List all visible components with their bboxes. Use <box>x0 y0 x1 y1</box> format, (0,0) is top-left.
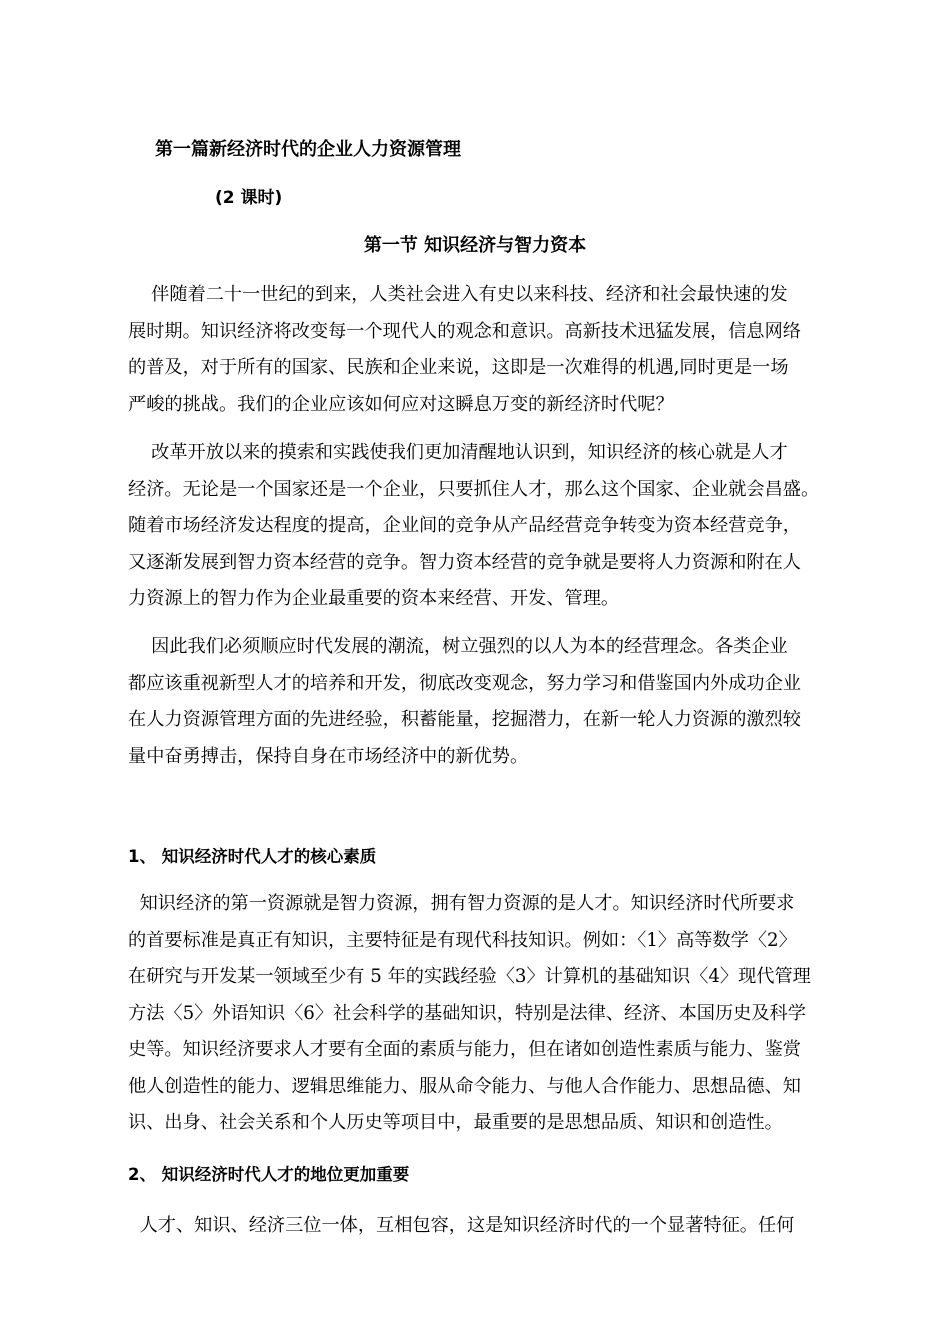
paragraph-line: 伴随着二十一世纪的到来，人类社会进入有史以来科技、经济和社会最快速的发 <box>128 284 788 305</box>
paragraph-4 <box>128 886 840 1142</box>
paragraph-line: 在人力资源管理方面的先进经验，积蓄能量，挖掘潜力，在新一轮人力资源的激烈较 <box>128 709 801 730</box>
heading-1: 1、 知识经济时代人才的核心素质 <box>128 847 377 866</box>
paragraph-line: 的普及，对于所有的国家、民族和企业来说，这即是一次难得的机遇,同时更是一场 <box>128 357 789 378</box>
paragraph-2 <box>128 435 840 618</box>
part-title: 第一篇新经济时代的企业人力资源管理 <box>155 139 461 160</box>
paragraph-line: 在研究与开发某一领域至少有 5 年的实践经验〈3〉计算机的基础知识〈4〉现代管理 <box>128 966 811 987</box>
paragraph-line: 量中奋勇搏击，保持自身在市场经济中的新优势。 <box>128 745 529 767</box>
paragraph-line: 经济。无论是一个国家还是一个企业，只要抓住人才，那么这个国家、企业就会昌盛。 <box>128 478 820 500</box>
paragraph-3 <box>128 629 840 775</box>
paragraph-5 <box>128 1208 840 1245</box>
class-hours: (2 课时) <box>215 188 283 208</box>
paragraph-line: 都应该重视新型人才的培养和开发，彻底改变观念，努力学习和借鉴国内外成功企业 <box>128 672 801 694</box>
paragraph-1 <box>128 277 840 423</box>
section-title: 第一节 知识经济与智力资本 <box>363 235 587 256</box>
paragraph-line: 又逐渐发展到智力资本经营的竞争。智力资本经营的竞争就是要将人力资源和附在人 <box>128 551 801 573</box>
paragraph-line: 力资源上的智力作为企业最重要的资本来经营、开发、管理。 <box>128 588 620 609</box>
paragraph-line: 的首要标准是真正有知识，主要特征是有现代科技知识。例如：〈1〉高等数学〈2〉 <box>128 929 797 951</box>
paragraph-line: 改革开放以来的摸索和实践使我们更加清醒地认识到，知识经济的核心就是人才 <box>128 442 788 463</box>
paragraph-line: 史等。知识经济要求人才要有全面的素质与能力，但在诸如创造性素质与能力、鉴赏 <box>128 1039 801 1060</box>
heading-2: 2、 知识经济时代人才的地位更加重要 <box>128 1165 410 1184</box>
paragraph-line: 他人创造性的能力、逻辑思维能力、服从命令能力、与他人合作能力、思想品德、知 <box>128 1075 801 1097</box>
paragraph-line: 知识经济的第一资源就是智力资源，拥有智力资源的是人才。知识经济时代所要求 <box>128 893 795 914</box>
paragraph-line: 人才、知识、经济三位一体，互相包容，这是知识经济时代的一个显著特征。任何 <box>128 1215 795 1236</box>
paragraph-line: 方法〈5〉外语知识〈6〉社会科学的基础知识，特别是法律、经济、本国历史及科学 <box>128 1002 806 1024</box>
paragraph-line: 因此我们必须顺应时代发展的潮流，树立强烈的以人为本的经营理念。各类企业 <box>128 636 788 657</box>
paragraph-line: 展时期。知识经济将改变每一个现代人的观念和意识。高新技术迅猛发展，信息网络 <box>128 320 801 342</box>
paragraph-line: 识、出身、社会关系和个人历史等项目中，最重要的是思想品质、知识和创造性。 <box>128 1112 783 1133</box>
paragraph-line: 随着市场经济发达程度的提高，企业间的竞争从产品经营竞争转变为资本经营竞争， <box>128 515 801 536</box>
paragraph-line: 严峻的挑战。我们的企业应该如何应对这瞬息万变的新经济时代呢？ <box>128 393 674 415</box>
